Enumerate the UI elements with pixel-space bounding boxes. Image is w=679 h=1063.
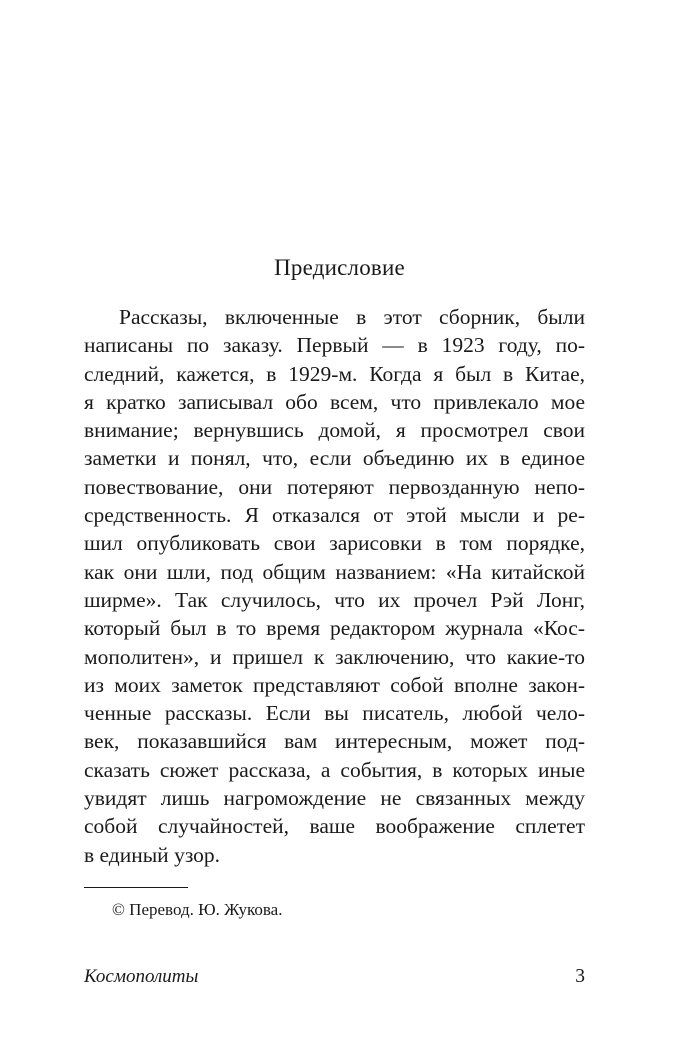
paragraph-line: в единый узор. xyxy=(84,842,221,867)
paragraph-line: век, показавшийся вам интересным, может под- xyxy=(84,729,585,754)
footnote: © Перевод. Ю. Жукова. xyxy=(112,900,283,919)
paragraph-line: средственность. Я отказался от этой мысли и ре- xyxy=(84,503,585,528)
paragraph-line: шил опубликовать свои зарисовки в том порядке, xyxy=(84,531,585,556)
preface-paragraph xyxy=(84,303,585,869)
paragraph-line: сказать сюжет рассказа, а события, в которых иные xyxy=(84,757,585,782)
chapter-heading: Предисловие xyxy=(274,255,405,280)
paragraph-line: из моих заметок представляют собой вполне закон- xyxy=(84,672,585,697)
running-footer-title: Космополиты xyxy=(84,966,199,987)
paragraph-line: Рассказы, включенные в этот сборник, были xyxy=(119,305,585,329)
paragraph-line: мополитен», и пришел к заключению, что какие-то xyxy=(84,644,585,669)
paragraph-line: следний, кажется, в 1929-м. Когда я был в Китае, xyxy=(84,361,585,386)
paragraph-line: внимание; вернувшись домой, я просмотрел свои xyxy=(84,418,585,443)
paragraph-line: ширме». Так случилось, что их прочел Рэй Лонг, xyxy=(84,587,585,612)
paragraph-line: как они шли, под общим названием: «На китайской xyxy=(84,559,585,584)
paragraph-line: я кратко записывал обо всем, что привлекало мое xyxy=(84,389,585,414)
footnote-divider xyxy=(84,887,188,888)
paragraph-line: повествование, они потеряют первозданную непо- xyxy=(84,474,585,499)
paragraph-line: заметки и понял, что, если объединю их в единое xyxy=(84,446,585,471)
paragraph-line: который был в то время редактором журнала «Кос- xyxy=(84,616,585,641)
paragraph-line: собой случайностей, ваше воображение сплетет xyxy=(84,814,585,839)
page-number: 3 xyxy=(575,966,585,987)
paragraph-line: написаны по заказу. Первый — в 1923 году, по- xyxy=(84,333,585,358)
paragraph-line: ченные рассказы. Если вы писатель, любой чело- xyxy=(84,701,585,726)
paragraph-line: увидят лишь нагромождение не связанных между xyxy=(84,786,585,811)
